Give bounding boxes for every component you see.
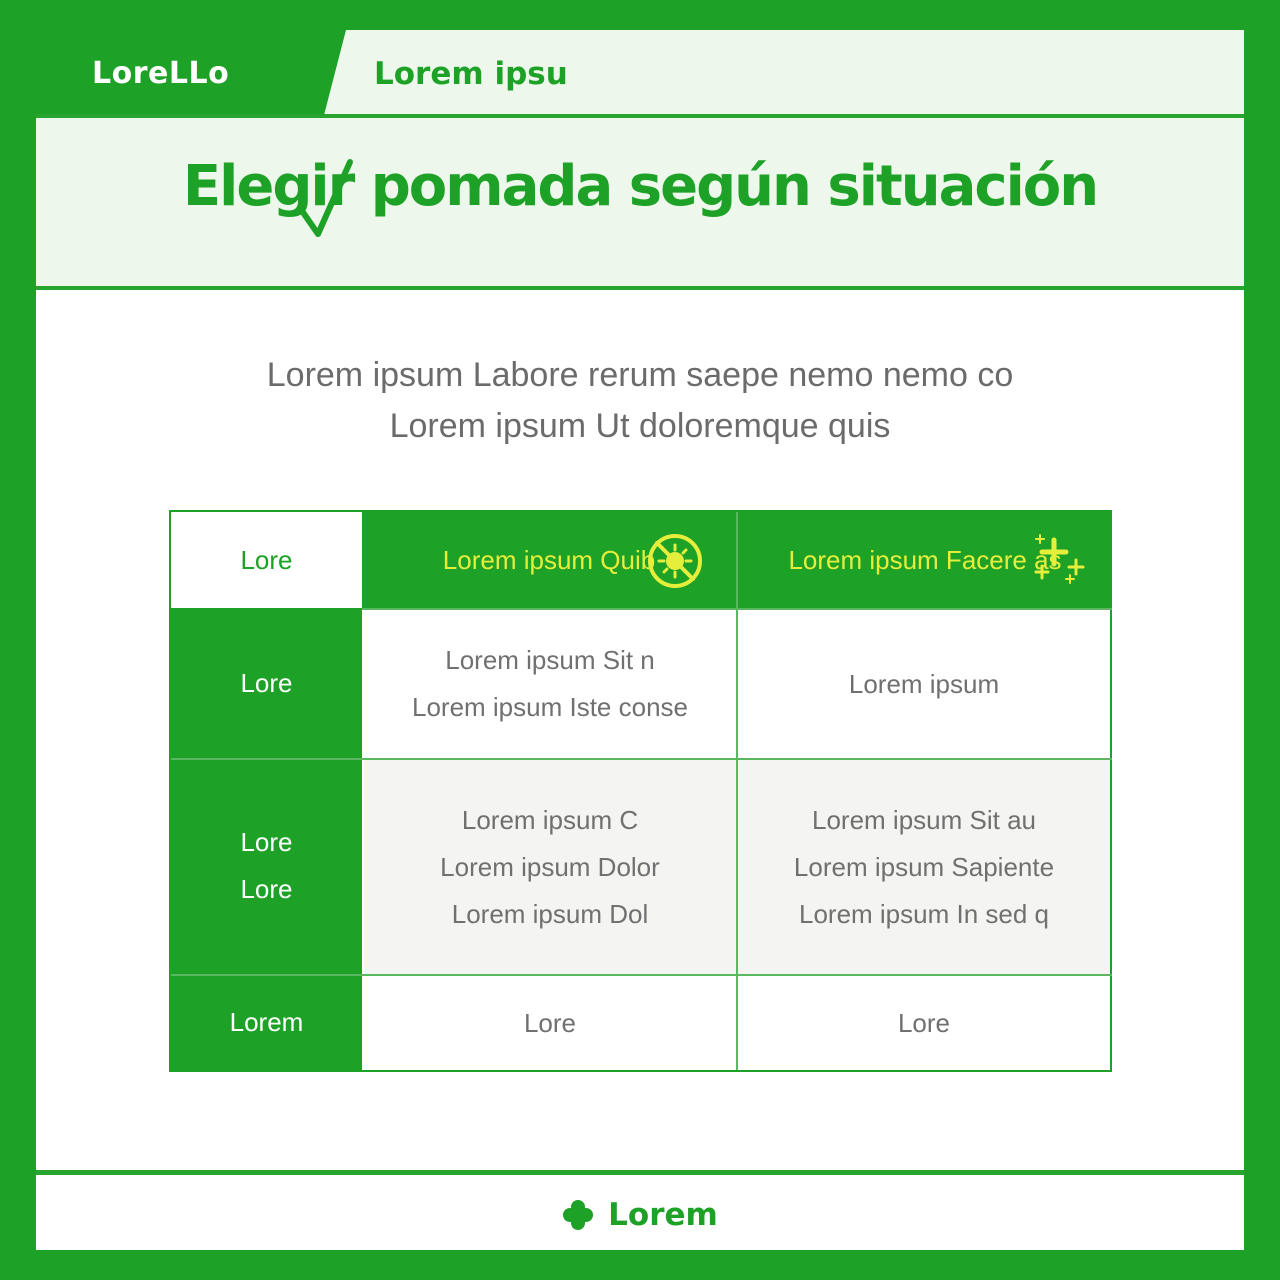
title-band (36, 118, 1244, 286)
cell-line: Lorem ipsum Iste conse (411, 692, 688, 722)
tab-title: Lorem ipsu (374, 56, 568, 92)
row-label (171, 758, 362, 974)
clover-icon (562, 1199, 594, 1231)
cell-line: Lorem ipsum Sit n (445, 645, 655, 675)
table-cell (364, 976, 736, 1070)
top-tab-bar (36, 30, 1244, 114)
table-cell (738, 610, 1110, 758)
table-corner (171, 512, 362, 608)
row-label (171, 608, 362, 758)
column-header-label: Lorem ipsum Quib (442, 544, 656, 575)
column-header (362, 512, 736, 608)
table-cell (364, 760, 736, 974)
column-header-label: Lorem ipsum Facere as (788, 544, 1062, 575)
comparison-table (169, 510, 1112, 1072)
checkmark-icon (294, 156, 354, 246)
footer-label: Lorem (608, 1197, 718, 1233)
sparkle-plus-icon (1032, 534, 1088, 586)
divider (36, 286, 1244, 290)
table-cell (364, 610, 736, 758)
row-label-text: Lorem (229, 1006, 304, 1037)
row-label (171, 974, 362, 1070)
intro-line: Lorem ipsum Ut doloremque quis (389, 407, 891, 445)
page-title: Elegir pomada según situación (182, 154, 1098, 219)
brand-name: LoreLLo (92, 56, 230, 91)
grid-line (171, 758, 1112, 760)
divider (36, 1170, 1244, 1175)
table-cell (738, 760, 1110, 974)
row-label-text: Lore (240, 667, 293, 698)
no-virus-icon (647, 533, 703, 589)
cell-line: Lore (523, 1007, 577, 1038)
corner-label: Lore (240, 544, 293, 575)
cell-line: Lorem ipsum Sit au (812, 804, 1036, 835)
table-cell (738, 976, 1110, 1070)
row-label-text: Lore (240, 827, 293, 857)
cell-line: Lorem ipsum In sed q (798, 898, 1049, 929)
grid-line (362, 512, 364, 608)
cell-line: Lorem ipsum Dol (451, 898, 649, 929)
footer (36, 1190, 1244, 1240)
grid-line (362, 608, 1112, 610)
row-label-text: Lore (240, 874, 293, 904)
cell-line: Lorem ipsum (848, 668, 1000, 699)
cell-line: Lorem ipsum Sapiente (793, 851, 1055, 882)
cell-line: Lorem ipsum Dolor (440, 851, 660, 882)
cell-line: Lorem ipsum C (461, 804, 639, 835)
column-header (738, 512, 1112, 608)
grid-line (171, 974, 1112, 976)
poster-frame (36, 30, 1244, 1250)
cell-line: Lore (897, 1007, 951, 1038)
intro-line: Lorem ipsum Labore rerum saepe nemo nemo co (266, 356, 1014, 394)
grid-line (736, 512, 738, 1070)
intro-text (36, 350, 1244, 452)
